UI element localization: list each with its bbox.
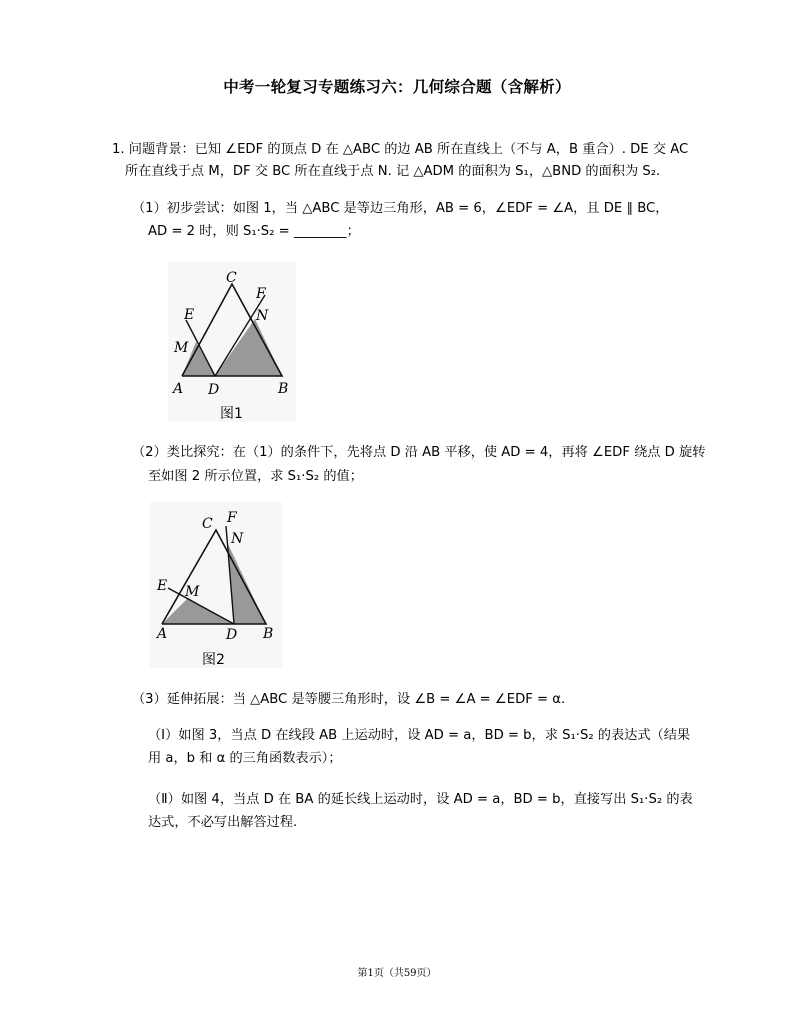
label-e: E [157,578,168,594]
label-c: C [226,270,237,286]
page-title: 中考一轮复习专题练习六：几何综合题（含解析） [223,77,571,96]
figure-1-caption: 图1 [220,406,243,422]
label-c: C [202,516,213,532]
label-a: A [173,381,184,397]
label-m: M [185,584,200,600]
label-m: M [174,340,189,356]
problem-intro-line-2: 所在直线于点 M，DF 交 BC 所在直线于点 N. 记 △ADM 的面积为 S₁，△BND 的面积为 S₂. [125,164,661,179]
label-b: B [263,626,274,642]
label-b: B [278,381,289,397]
part2-line-2: 至如图 2 所示位置，求 S₁·S₂ 的值； [148,469,363,484]
part3-line-1: （3）延伸拓展：当 △ABC 是等腰三角形时，设 ∠B = ∠A = ∠EDF = α. [132,692,566,707]
label-e: E [184,307,195,323]
figure-2 [150,502,282,668]
page-footer: 第1页（共59页） [357,968,437,979]
part3-i-line-1: （Ⅰ）如图 3，当点 D 在线段 AB 上运动时，设 AD = a，BD = b，求 S₁·S₂ 的表达式（结果 [148,728,691,743]
label-d: D [208,382,220,398]
figure-1 [168,262,296,422]
triangle-bnd-shaded [215,319,282,376]
label-f: F [256,286,266,302]
part3-ii-line-1: （Ⅱ）如图 4，当点 D 在 BA 的延长线上运动时，设 AD = a，BD = b，直接写出 S₁·S₂ 的表 [148,792,693,807]
label-d: D [226,627,238,643]
part1-line-2: AD = 2 时，则 S₁·S₂ = ________； [148,224,360,239]
part3-ii-line-2: 达式，不必写出解答过程. [148,815,298,830]
problem-intro-line-1: 1. 问题背景：已知 ∠EDF 的顶点 D 在 △ABC 的边 AB 所在直线上（不与 A，B 重合）. DE 交 AC [112,142,689,157]
label-f: F [227,510,237,526]
figure-2-caption: 图2 [202,652,225,668]
label-a: A [157,626,168,642]
triangle-adm-shaded [162,598,234,624]
label-n: N [231,531,244,547]
label-n: N [256,308,269,324]
part1-line-1: （1）初步尝试：如图 1，当 △ABC 是等边三角形，AB = 6，∠EDF = ∠A，且 DE ∥ BC， [132,201,669,216]
part3-i-line-2: 用 a，b 和 α 的三角函数表示）； [148,751,342,766]
part2-line-1: （2）类比探究：在（1）的条件下，先将点 D 沿 AB 平移，使 AD = 4，再将 ∠EDF 绕点 D 旋转 [132,445,706,460]
